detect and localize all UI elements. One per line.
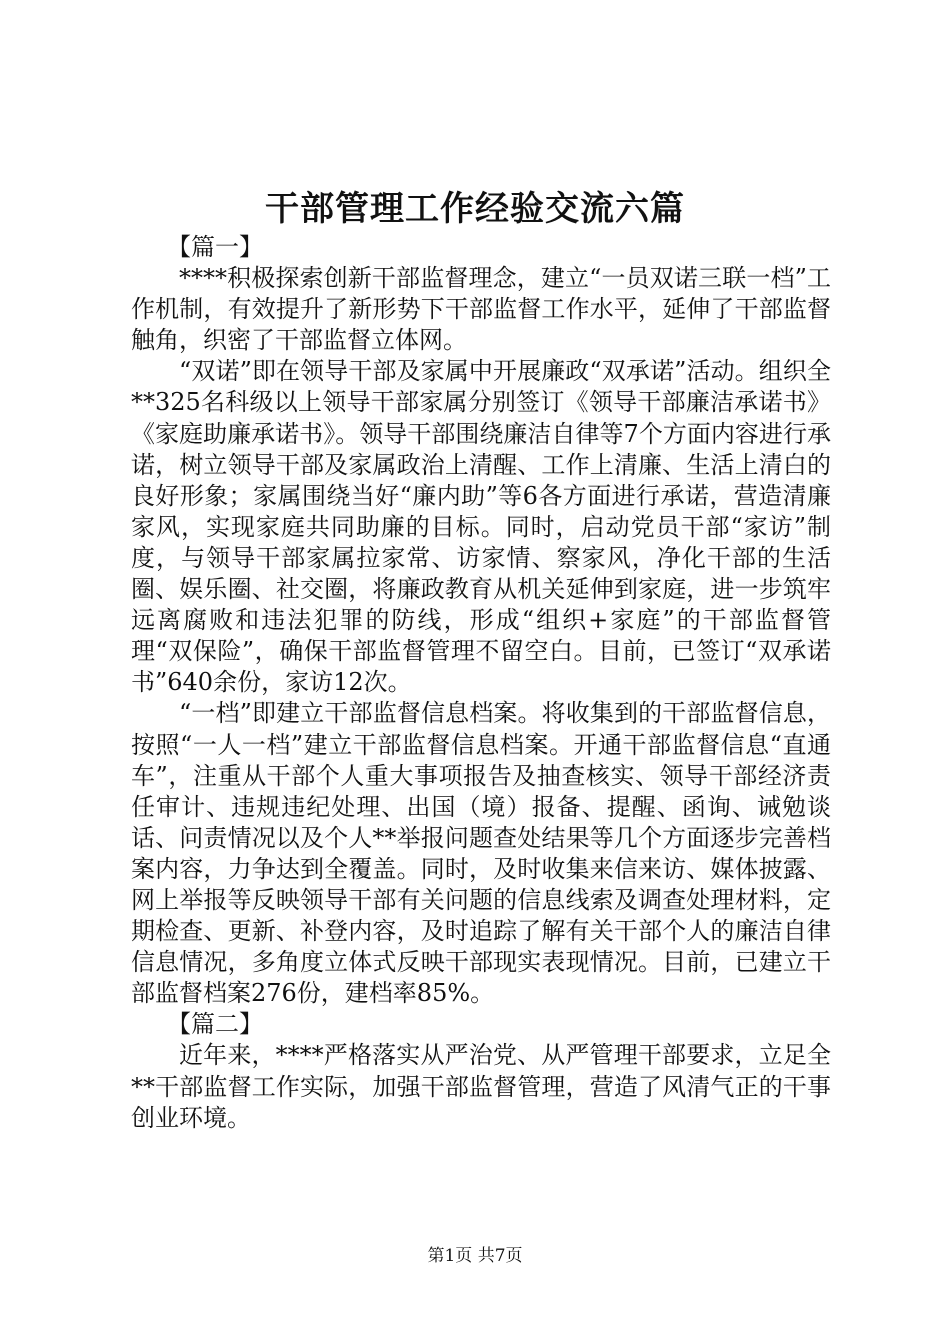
document-body — [131, 232, 831, 1134]
section-heading-1: 【篇一】 — [167, 233, 263, 261]
section-heading-2: 【篇二】 — [167, 1010, 263, 1039]
document-title: 干部管理工作经验交流六篇 — [265, 189, 685, 229]
paragraph: “一档”即建立干部监督信息档案。将收集到的干部监督信息，按照“一人一档”建立干部监督信息档案。开通干部监督信息“直通车”，注重从干部个人重大事项报告及抽查核实、领导干部经济责任审计、违规违纪处理、出国（境）报备、提醒、函询、诫勉谈话、问责情况以及个人**举报问题查处结果等几个方面逐步完善档案内容，力争达到全覆盖。同时，及时收集来信来访、媒体披露、网上举报等反映领导干部有关问题的信息线索及调查处理材料，定期检查、更新、补登内容，及时追踪了解有关干部个人的廉洁自律信息情况，多角度立体式反映干部现实表现情况。目前，已建立干部监督档案276份，建档率85%。 — [131, 699, 831, 1008]
page-footer: 第1页 共7页 — [427, 1246, 523, 1266]
paragraph: “双诺”即在领导干部及家属中开展廉政“双承诺”活动。组织全**325名科级以上领导干部家属分别签订《领导干部廉洁承诺书》《家庭助廉承诺书》。领导干部围绕廉洁自律等7个方面内容进行承诺，树立领导干部及家属政治上清醒、工作上清廉、生活上清白的良好形象；家属围绕当好“廉内助”等6各方面进行承诺，营造清廉家风，实现家庭共同助廉的目标。同时，启动党员干部“家访”制度，与领导干部家属拉家常、访家情、察家风，净化干部的生活圈、娱乐圈、社交圈，将廉政教育从机关延伸到家庭，进一步筑牢远离腐败和违法犯罪的防线，形成“组织+家庭”的干部监督管理“双保险”，确保干部监督管理不留空白。目前，已签订“双承诺书”640余份，家访12次。 — [131, 357, 831, 697]
paragraph: ****积极探索创新干部监督理念，建立“一员双诺三联一档”工作机制，有效提升了新形势下干部监督工作水平，延伸了干部监督触角，织密了干部监督立体网。 — [131, 264, 831, 355]
paragraph: 近年来，****严格落实从严治党、从严管理干部要求，立足全**干部监督工作实际，加强干部监督管理，营造了风清气正的干事创业环境。 — [131, 1041, 831, 1132]
